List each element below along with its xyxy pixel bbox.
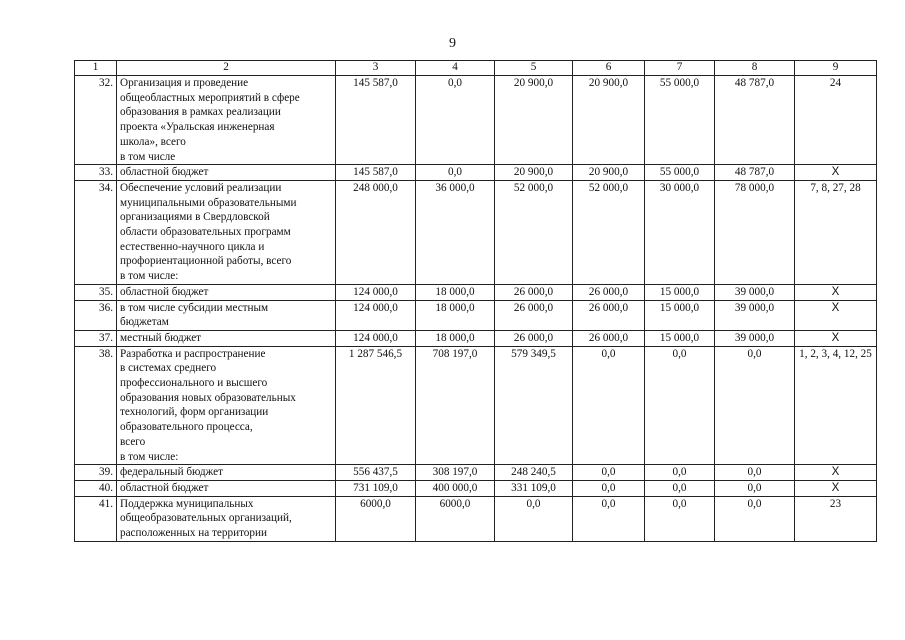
- indicator-ref-text: X: [831, 166, 840, 179]
- indicator-ref: [795, 284, 877, 300]
- amount-cell: 30 000,0: [645, 180, 715, 284]
- table-row: [75, 346, 877, 465]
- row-description: [117, 330, 336, 346]
- description-line: области образовательных программ: [120, 226, 291, 239]
- table-row: [75, 165, 877, 181]
- amount-cell: 0,0: [416, 76, 495, 165]
- row-number: 38.: [75, 346, 117, 465]
- column-header: 3: [336, 61, 416, 76]
- column-header: 9: [795, 61, 877, 76]
- description-line: Организация и проведение: [120, 77, 249, 89]
- amount-cell: 26 000,0: [495, 284, 573, 300]
- amount-cell: 26 000,0: [495, 300, 573, 330]
- indicator-ref-text: X: [831, 481, 840, 494]
- amount-cell: 52 000,0: [573, 180, 645, 284]
- amount-cell: 20 900,0: [495, 76, 573, 165]
- amount-cell: 78 000,0: [715, 180, 795, 284]
- row-number: 37.: [75, 330, 117, 346]
- column-header: 8: [715, 61, 795, 76]
- amount-cell: 124 000,0: [336, 300, 416, 330]
- amount-cell: 48 787,0: [715, 165, 795, 181]
- amount-cell: 0,0: [645, 480, 715, 496]
- table-row: [75, 465, 877, 481]
- amount-cell: 0,0: [715, 465, 795, 481]
- amount-cell: 248 000,0: [336, 180, 416, 284]
- amount-cell: 0,0: [573, 496, 645, 541]
- row-description: [117, 165, 336, 181]
- amount-cell: 0,0: [715, 480, 795, 496]
- column-header: 5: [495, 61, 573, 76]
- amount-cell: 26 000,0: [573, 300, 645, 330]
- amount-cell: 26 000,0: [573, 330, 645, 346]
- amount-cell: 6000,0: [336, 496, 416, 541]
- column-header: 6: [573, 61, 645, 76]
- row-description: [117, 284, 336, 300]
- description-line: в том числе субсидии местным: [120, 301, 269, 314]
- description-line: общеобластных мероприятий в сфере: [120, 91, 300, 104]
- amount-cell: 0,0: [715, 346, 795, 465]
- amount-cell: 0,0: [645, 465, 715, 481]
- indicator-ref: [795, 180, 877, 284]
- amount-cell: 6000,0: [416, 496, 495, 541]
- description-line: профессионального и высшего: [120, 377, 268, 390]
- amount-cell: 556 437,5: [336, 465, 416, 481]
- amount-cell: 0,0: [573, 346, 645, 465]
- amount-cell: 731 109,0: [336, 480, 416, 496]
- description-line: местный бюджет: [120, 331, 202, 344]
- indicator-ref: [795, 300, 877, 330]
- table-row: [75, 480, 877, 496]
- indicator-ref-text: 23: [829, 497, 842, 510]
- amount-cell: 0,0: [573, 480, 645, 496]
- indicator-ref: [795, 346, 877, 465]
- amount-cell: 308 197,0: [416, 465, 495, 481]
- column-header: 1: [75, 61, 117, 76]
- description-line: технологий, форм организации: [120, 406, 269, 419]
- amount-cell: 124 000,0: [336, 330, 416, 346]
- table-row: [75, 330, 877, 346]
- amount-cell: 18 000,0: [416, 330, 495, 346]
- amount-cell: 39 000,0: [715, 284, 795, 300]
- indicator-ref-text: X: [831, 331, 840, 344]
- description-line: в том числе:: [120, 270, 179, 283]
- header-row: [75, 61, 877, 76]
- indicator-ref: [795, 480, 877, 496]
- description-line: Обеспечение условий реализации: [120, 181, 282, 194]
- indicator-ref-text: 1, 2, 3, 4, 12, 25: [799, 347, 872, 360]
- row-description: [117, 180, 336, 284]
- table-row: [75, 76, 877, 165]
- amount-cell: 124 000,0: [336, 284, 416, 300]
- table-row: [75, 284, 877, 300]
- row-description: [117, 76, 336, 165]
- amount-cell: 1 287 546,5: [336, 346, 416, 465]
- indicator-ref-text: 24: [829, 77, 842, 89]
- row-number: 33.: [75, 165, 117, 181]
- indicator-ref: [795, 465, 877, 481]
- amount-cell: 15 000,0: [645, 330, 715, 346]
- row-number: 40.: [75, 480, 117, 496]
- indicator-ref: [795, 496, 877, 541]
- amount-cell: 0,0: [573, 465, 645, 481]
- row-description: [117, 480, 336, 496]
- amount-cell: 0,0: [645, 496, 715, 541]
- description-line: расположенных на территории: [120, 527, 267, 540]
- amount-cell: 55 000,0: [645, 165, 715, 181]
- amount-cell: 20 900,0: [495, 165, 573, 181]
- description-line: школа», всего: [120, 135, 186, 148]
- description-line: федеральный бюджет: [120, 466, 223, 479]
- page-number: 9: [449, 36, 456, 51]
- column-header: 4: [416, 61, 495, 76]
- row-number: 32.: [75, 76, 117, 165]
- amount-cell: 0,0: [416, 165, 495, 181]
- description-line: образовательного процесса,: [120, 421, 253, 434]
- indicator-ref-text: X: [831, 285, 840, 298]
- description-line: Разработка и распространение: [120, 347, 266, 360]
- description-line: организациями в Свердловской: [120, 211, 270, 224]
- amount-cell: 52 000,0: [495, 180, 573, 284]
- description-line: всего: [120, 435, 146, 448]
- indicator-ref-text: X: [831, 301, 840, 314]
- amount-cell: 36 000,0: [416, 180, 495, 284]
- description-line: бюджетам: [120, 316, 169, 329]
- description-line: в том числе: [120, 150, 176, 163]
- description-line: областной бюджет: [120, 285, 209, 298]
- description-line: общеобразовательных организаций,: [120, 512, 292, 525]
- column-header: 7: [645, 61, 715, 76]
- amount-cell: 145 587,0: [336, 76, 416, 165]
- description-line: образования новых образовательных: [120, 391, 296, 404]
- indicator-ref-text: 7, 8, 27, 28: [810, 181, 861, 194]
- description-line: в том числе:: [120, 450, 179, 463]
- indicator-ref: [795, 330, 877, 346]
- table-row: [75, 180, 877, 284]
- description-line: естественно-научного цикла и: [120, 240, 265, 253]
- row-number: 35.: [75, 284, 117, 300]
- description-line: областной бюджет: [120, 166, 209, 179]
- description-line: образования в рамках реализации: [120, 106, 281, 119]
- description-line: в системах среднего: [120, 362, 217, 375]
- indicator-ref: [795, 76, 877, 165]
- indicator-ref: [795, 165, 877, 181]
- description-line: проекта «Уральская инженерная: [120, 121, 275, 134]
- amount-cell: 0,0: [645, 346, 715, 465]
- amount-cell: 20 900,0: [573, 76, 645, 165]
- amount-cell: 15 000,0: [645, 300, 715, 330]
- row-number: 41.: [75, 496, 117, 541]
- amount-cell: 20 900,0: [573, 165, 645, 181]
- row-description: [117, 300, 336, 330]
- row-number: 34.: [75, 180, 117, 284]
- table-row: [75, 496, 877, 541]
- amount-cell: 0,0: [495, 496, 573, 541]
- amount-cell: 48 787,0: [715, 76, 795, 165]
- column-header: 2: [117, 61, 336, 76]
- row-description: [117, 496, 336, 541]
- budget-table: [74, 60, 877, 542]
- amount-cell: 18 000,0: [416, 284, 495, 300]
- table-row: [75, 300, 877, 330]
- description-line: профориентационной работы, всего: [120, 255, 292, 268]
- row-number: 39.: [75, 465, 117, 481]
- amount-cell: 18 000,0: [416, 300, 495, 330]
- description-line: Поддержка муниципальных: [120, 497, 254, 510]
- description-line: областной бюджет: [120, 481, 209, 494]
- amount-cell: 15 000,0: [645, 284, 715, 300]
- amount-cell: 39 000,0: [715, 300, 795, 330]
- amount-cell: 248 240,5: [495, 465, 573, 481]
- amount-cell: 579 349,5: [495, 346, 573, 465]
- amount-cell: 331 109,0: [495, 480, 573, 496]
- description-line: муниципальными образовательными: [120, 196, 297, 209]
- amount-cell: 26 000,0: [495, 330, 573, 346]
- indicator-ref-text: X: [831, 466, 840, 479]
- amount-cell: 0,0: [715, 496, 795, 541]
- row-description: [117, 465, 336, 481]
- row-number: 36.: [75, 300, 117, 330]
- amount-cell: 708 197,0: [416, 346, 495, 465]
- row-description: [117, 346, 336, 465]
- amount-cell: 55 000,0: [645, 76, 715, 165]
- amount-cell: 39 000,0: [715, 330, 795, 346]
- amount-cell: 145 587,0: [336, 165, 416, 181]
- amount-cell: 26 000,0: [573, 284, 645, 300]
- amount-cell: 400 000,0: [416, 480, 495, 496]
